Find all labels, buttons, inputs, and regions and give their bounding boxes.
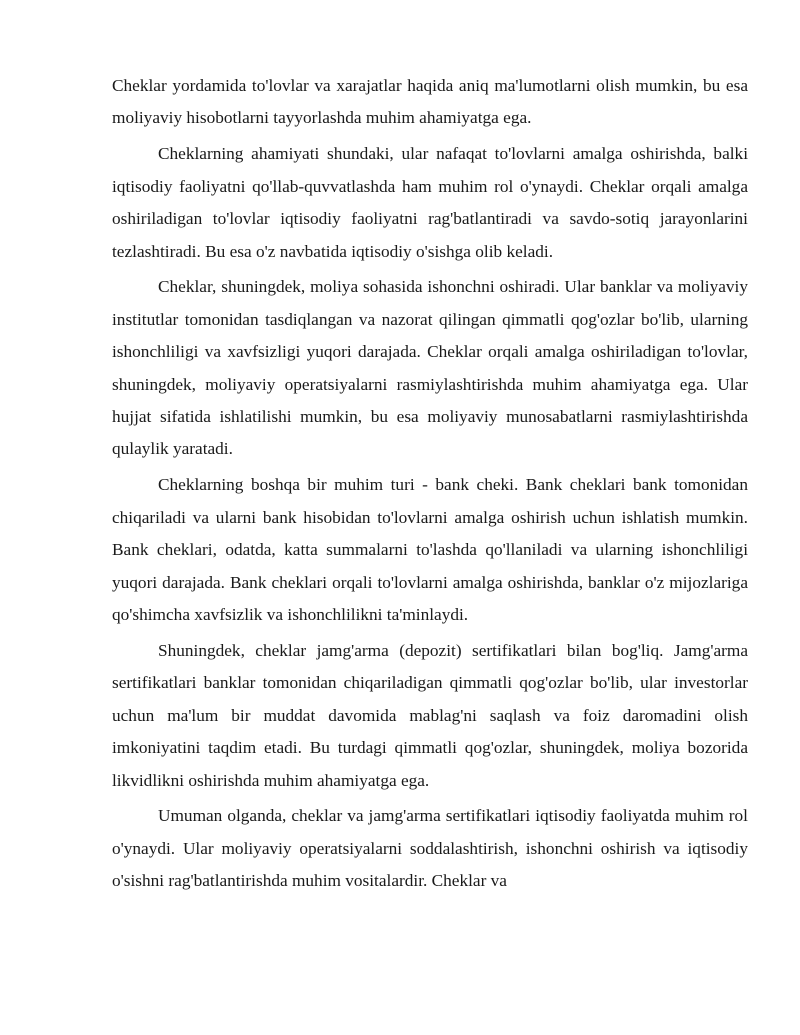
paragraph-importance-of-checks: Cheklarning ahamiyati shundaki, ular nafaqat to'lovlarni amalga oshirishda, balki iqtisodiy faoliyatni qo'llab-quvvatlashda ham muhim rol o'ynaydi. Cheklar orqali amalga oshiriladigan to'lovlar iqtisodiy faoliyatni rag'batlantiradi va savdo-sotiq jarayonlarini tezlashtiradi. Bu esa o'z navbatida iqtisodiy o'sishga olib keladi. xyxy=(112,144,748,261)
paragraph-continuation: Cheklar yordamida to'lovlar va xarajatlar haqida aniq ma'lumotlarni olish mumkin, bu esa moliyaviy hisobotlarni tayyorlashda muhim ahamiyatga ega. xyxy=(112,76,748,128)
paragraph-bank-check: Cheklarning boshqa bir muhim turi - bank cheki. Bank cheklari bank tomonidan chiqariladi va ularni bank hisobidan to'lovlarni amalga oshirish uchun ishlatish mumkin. Bank cheklari, odatda, katta summalarni to'lashda qo'llaniladi va ularning ishonchliligi yuqori darajada. Bank cheklari orqali to'lovlarni amalga oshirishda, banklar o'z mijozlariga qo'shimcha xavfsizlik va ishonchlilikni ta'minlaydi. xyxy=(112,475,748,624)
paragraph-conclusion: Umuman olganda, cheklar va jamg'arma sertifikatlari iqtisodiy faoliyatda muhim rol o'ynaydi. Ular moliyaviy operatsiyalarni soddalashtirish, ishonchni oshirish va iqtisodiy o'sishni rag'batlantirishda muhim vositalardir. Cheklar va xyxy=(112,806,748,891)
document-page xyxy=(112,70,748,901)
paragraph-deposit-certificates: Shuningdek, cheklar jamg'arma (depozit) sertifikatlari bilan bog'liq. Jamg'arma sertifikatlari banklar tomonidan chiqariladigan qimmatli qog'ozlar bo'lib, ular investorlar uchun ma'lum bir muddat davomida mablag'ni saqlash va foiz daromadini olish imkoniyatini taqdim etadi. Bu turdagi qimmatli qog'ozlar, shuningdek, moliya bozorida likvidlikni oshirishda muhim ahamiyatga ega. xyxy=(112,640,748,790)
paragraph-trust-in-finance: Cheklar, shuningdek, moliya sohasida ishonchni oshiradi. Ular banklar va moliyaviy institutlar tomonidan tasdiqlangan va nazorat qilingan qimmatli qog'ozlar bo'lib, ularning ishonchliligi va xavfsizligi yuqori darajada. Cheklar orqali amalga oshiriladigan to'lovlar, shuningdek, moliyaviy operatsiyalarni rasmiylashtirishda muhim ahamiyatga ega. Ular hujjat sifatida ishlatilishi mumkin, bu esa moliyaviy munosabatlarni rasmiylashtirishda qulaylik yaratadi. xyxy=(112,277,748,459)
